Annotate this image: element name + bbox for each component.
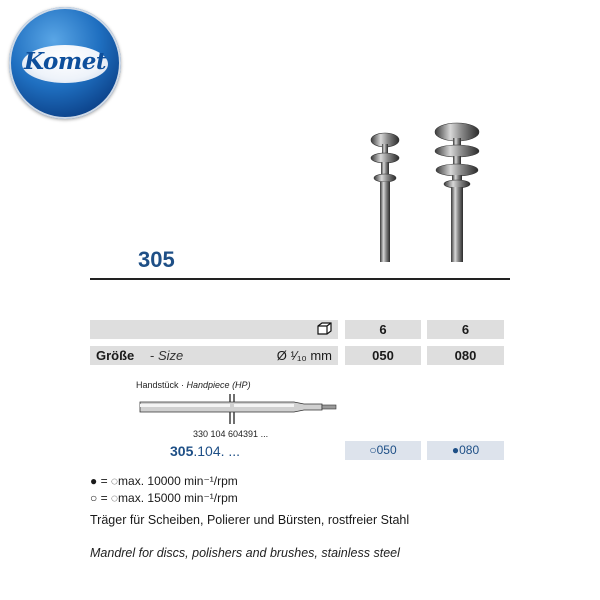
size-value-080: 080 — [427, 346, 504, 365]
speed-line-filled — [90, 474, 238, 488]
pack-value-080: 6 — [427, 320, 504, 339]
komet-logo — [9, 7, 121, 119]
product-code: 305 — [138, 247, 175, 272]
mandrel-small — [371, 133, 399, 262]
handpiece-label-en: Handpiece (HP) — [186, 380, 251, 390]
size-label-en: Size — [158, 348, 184, 363]
order-code — [170, 443, 240, 459]
description-en: Mandrel for discs, polishers and brushes, stainless steel — [90, 546, 400, 560]
package-icon — [317, 322, 332, 335]
logo-text: Komet — [24, 48, 106, 75]
size-value-050: 050 — [345, 346, 421, 365]
serial-number: 330 104 604391 ... — [193, 429, 269, 439]
order-code-prefix: 305 — [170, 443, 194, 459]
speed-line-open — [90, 491, 238, 505]
option-050[interactable]: ○050 — [345, 441, 421, 460]
description-de: Träger für Scheiben, Polierer und Bürsten, rostfreier Stahl — [90, 513, 410, 527]
divider-rule — [90, 278, 510, 280]
size-separator: - — [150, 348, 155, 363]
handpiece-label-de: Handstück — [136, 380, 179, 390]
size-label-cell — [90, 346, 338, 365]
speed-value-open: 15000 min⁻¹/rpm — [147, 491, 238, 505]
order-code-suffix: .104. ... — [193, 443, 241, 459]
mandrel-illustrations — [355, 120, 485, 270]
handpiece-shank-drawing — [134, 392, 344, 426]
pack-label-cell — [90, 320, 338, 339]
handpiece-label: Handstück · Handpiece (HP) — [136, 380, 251, 390]
pack-value-050: 6 — [345, 320, 421, 339]
speed-value-filled: 10000 min⁻¹/rpm — [147, 474, 238, 488]
option-080[interactable]: ●080 — [427, 441, 504, 460]
size-label-de: Größe — [96, 348, 135, 363]
speed-symbol-filled: ● = ◌max. — [90, 474, 145, 488]
mandrel-large — [435, 123, 479, 262]
speed-symbol-open: ○ = ◌max. — [90, 491, 145, 505]
size-unit: Ø ¹⁄₁₀ mm — [276, 348, 332, 363]
